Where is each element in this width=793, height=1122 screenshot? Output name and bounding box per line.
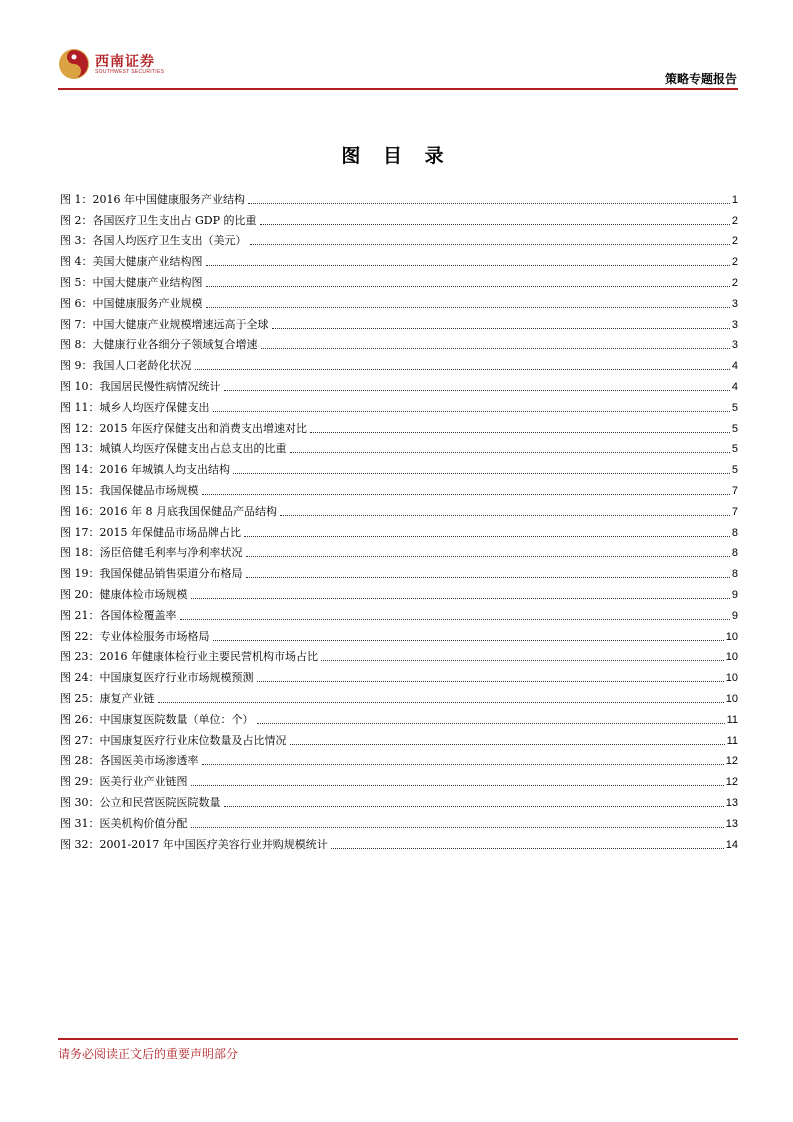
toc-leader-dots <box>206 307 730 308</box>
toc-entry-label: 图 23：2016 年健康体检行业主要民营机构市场占比 <box>60 650 318 664</box>
toc-entry-page: 8 <box>731 568 738 581</box>
toc-entry-page: 8 <box>731 547 738 560</box>
toc-entry-page: 13 <box>725 796 738 809</box>
toc-entry[interactable] <box>60 311 738 332</box>
toc-entry[interactable] <box>60 415 738 436</box>
toc-entry-label: 图 30：公立和民营医院医院数量 <box>60 795 221 809</box>
toc-entry-label: 图 22：专业体检服务市场格局 <box>60 629 210 643</box>
figure-toc <box>60 186 738 852</box>
toc-entry[interactable] <box>60 540 738 561</box>
toc-leader-dots <box>195 369 730 370</box>
toc-entry-label: 图 17：2015 年保健品市场品牌占比 <box>60 525 241 539</box>
toc-entry[interactable] <box>60 332 738 353</box>
report-type: 策略专题报告 <box>664 72 737 86</box>
toc-entry-page: 5 <box>731 464 738 477</box>
toc-entry-page: 3 <box>731 297 738 310</box>
toc-entry-page: 5 <box>731 422 738 435</box>
toc-leader-dots <box>257 681 724 682</box>
toc-leader-dots <box>310 432 730 433</box>
toc-leader-dots <box>224 390 730 391</box>
toc-entry-page: 10 <box>725 630 738 643</box>
toc-leader-dots <box>233 473 730 474</box>
toc-leader-dots <box>321 660 724 661</box>
toc-entry[interactable] <box>60 685 738 706</box>
toc-entry-label: 图 13：城镇人均医疗保健支出占总支出的比重 <box>60 442 287 456</box>
toc-leader-dots <box>180 619 730 620</box>
toc-leader-dots <box>280 515 730 516</box>
toc-entry-page: 10 <box>725 692 738 705</box>
toc-entry[interactable] <box>60 290 738 311</box>
toc-leader-dots <box>246 556 730 557</box>
toc-leader-dots <box>206 265 730 266</box>
toc-leader-dots <box>257 723 725 724</box>
toc-entry-label: 图 32：2001-2017 年中国医疗美容行业并购规模统计 <box>60 837 328 851</box>
toc-entry[interactable] <box>60 727 738 748</box>
toc-entry-label: 图 12：2015 年医疗保健支出和消费支出增速对比 <box>60 421 307 435</box>
toc-entry-page: 2 <box>731 256 738 269</box>
toc-leader-dots <box>213 640 724 641</box>
toc-entry[interactable] <box>60 394 738 415</box>
toc-entry-label: 图 4：美国大健康产业结构图 <box>60 255 203 269</box>
toc-entry[interactable] <box>60 810 738 831</box>
toc-leader-dots <box>260 224 730 225</box>
toc-entry-page: 7 <box>731 505 738 518</box>
toc-entry-page: 14 <box>725 838 738 851</box>
toc-entry[interactable] <box>60 581 738 602</box>
toc-entry-page: 8 <box>731 526 738 539</box>
toc-entry-label: 图 2：各国医疗卫生支出占 GDP 的比重 <box>60 213 257 227</box>
toc-entry-label: 图 19：我国保健品销售渠道分布格局 <box>60 567 243 581</box>
toc-entry-label: 图 10：我国居民慢性病情况统计 <box>60 379 221 393</box>
toc-entry-page: 2 <box>731 235 738 248</box>
toc-leader-dots <box>272 328 730 329</box>
toc-entry-label: 图 1：2016 年中国健康服务产业结构 <box>60 192 245 206</box>
toc-entry[interactable] <box>60 456 738 477</box>
toc-leader-dots <box>331 848 724 849</box>
toc-entry[interactable] <box>60 269 738 290</box>
toc-entry-label: 图 31：医美机构价值分配 <box>60 816 188 830</box>
toc-leader-dots <box>202 764 724 765</box>
toc-entry[interactable] <box>60 602 738 623</box>
toc-entry-label: 图 5：中国大健康产业结构图 <box>60 275 203 289</box>
toc-entry-page: 5 <box>731 401 738 414</box>
toc-entry-label: 图 27：中国康复医疗行业床位数量及占比情况 <box>60 733 287 747</box>
toc-entry-label: 图 16：2016 年 8 月底我国保健品产品结构 <box>60 504 277 518</box>
toc-entry-label: 图 14：2016 年城镇人均支出结构 <box>60 463 230 477</box>
toc-leader-dots <box>248 203 730 204</box>
toc-entry-page: 1 <box>731 193 738 206</box>
toc-entry-page: 3 <box>731 339 738 352</box>
toc-leader-dots <box>261 348 730 349</box>
toc-entry[interactable] <box>60 644 738 665</box>
toc-entry-label: 图 18：汤臣倍健毛利率与净利率状况 <box>60 546 243 560</box>
toc-entry-label: 图 11：城乡人均医疗保健支出 <box>60 400 210 414</box>
toc-entry-label: 图 29：医美行业产业链图 <box>60 775 188 789</box>
toc-entry-page: 13 <box>725 817 738 830</box>
toc-leader-dots <box>191 827 724 828</box>
toc-entry[interactable] <box>60 789 738 810</box>
toc-entry-label: 图 26：中国康复医院数量（单位：个） <box>60 712 254 726</box>
toc-entry-label: 图 21：各国体检覆盖率 <box>60 608 177 622</box>
toc-entry-label: 图 3：各国人均医疗卫生支出（美元） <box>60 234 247 248</box>
toc-entry-page: 9 <box>731 609 738 622</box>
toc-entry-page: 9 <box>731 588 738 601</box>
toc-entry[interactable] <box>60 186 738 207</box>
toc-leader-dots <box>213 411 730 412</box>
toc-entry[interactable] <box>60 498 738 519</box>
toc-entry[interactable] <box>60 664 738 685</box>
toc-entry[interactable] <box>60 623 738 644</box>
toc-entry-page: 12 <box>725 776 738 789</box>
toc-entry-label: 图 7：中国大健康产业规模增速远高于全球 <box>60 317 269 331</box>
toc-entry-label: 图 9：我国人口老龄化状况 <box>60 359 192 373</box>
toc-leader-dots <box>290 452 730 453</box>
logo-en-name: SOUTHWEST SECURITIES <box>95 69 165 75</box>
toc-leader-dots <box>224 806 724 807</box>
toc-entry[interactable] <box>60 831 738 852</box>
toc-entry-label: 图 8：大健康行业各细分子领域复合增速 <box>60 338 258 352</box>
toc-leader-dots <box>206 286 730 287</box>
toc-entry-page: 11 <box>726 734 738 747</box>
toc-entry[interactable] <box>60 228 738 249</box>
toc-leader-dots <box>191 785 724 786</box>
header-divider <box>58 88 738 90</box>
toc-leader-dots <box>250 244 730 245</box>
toc-entry[interactable] <box>60 519 738 540</box>
toc-leader-dots <box>191 598 730 599</box>
toc-entry[interactable] <box>60 477 738 498</box>
toc-entry-page: 11 <box>726 713 738 726</box>
toc-leader-dots <box>158 702 724 703</box>
toc-entry[interactable] <box>60 560 738 581</box>
toc-entry[interactable] <box>60 768 738 789</box>
toc-entry[interactable] <box>60 207 738 228</box>
toc-entry[interactable] <box>60 373 738 394</box>
toc-entry-page: 4 <box>731 380 738 393</box>
toc-leader-dots <box>290 744 725 745</box>
company-logo <box>58 48 178 82</box>
toc-entry[interactable] <box>60 352 738 373</box>
toc-leader-dots <box>202 494 730 495</box>
logo-icon <box>58 48 90 80</box>
toc-entry[interactable] <box>60 248 738 269</box>
logo-cn-name: 西南证券 <box>95 54 155 70</box>
toc-leader-dots <box>244 536 730 537</box>
toc-entry[interactable] <box>60 436 738 457</box>
toc-entry[interactable] <box>60 706 738 727</box>
toc-entry-page: 3 <box>731 318 738 331</box>
toc-entry-label: 图 20：健康体检市场规模 <box>60 587 188 601</box>
toc-entry-page: 7 <box>731 484 738 497</box>
toc-entry-page: 10 <box>725 651 738 664</box>
page-title: 图 目 录 <box>341 145 452 167</box>
toc-entry-page: 4 <box>731 360 738 373</box>
toc-entry-label: 图 6：中国健康服务产业规模 <box>60 296 203 310</box>
toc-entry[interactable] <box>60 748 738 769</box>
footer-divider <box>58 1038 738 1040</box>
toc-entry-page: 5 <box>731 443 738 456</box>
toc-entry-page: 2 <box>731 214 738 227</box>
toc-entry-page: 12 <box>725 755 738 768</box>
toc-entry-label: 图 28：各国医美市场渗透率 <box>60 754 199 768</box>
toc-leader-dots <box>246 577 730 578</box>
footer-notice: 请务必阅读正文后的重要声明部分 <box>58 1047 239 1061</box>
toc-entry-label: 图 24：中国康复医疗行业市场规模预测 <box>60 671 254 685</box>
toc-entry-label: 图 15：我国保健品市场规模 <box>60 483 199 497</box>
toc-entry-page: 2 <box>731 276 738 289</box>
toc-entry-page: 10 <box>725 672 738 685</box>
toc-entry-label: 图 25：康复产业链 <box>60 691 155 705</box>
